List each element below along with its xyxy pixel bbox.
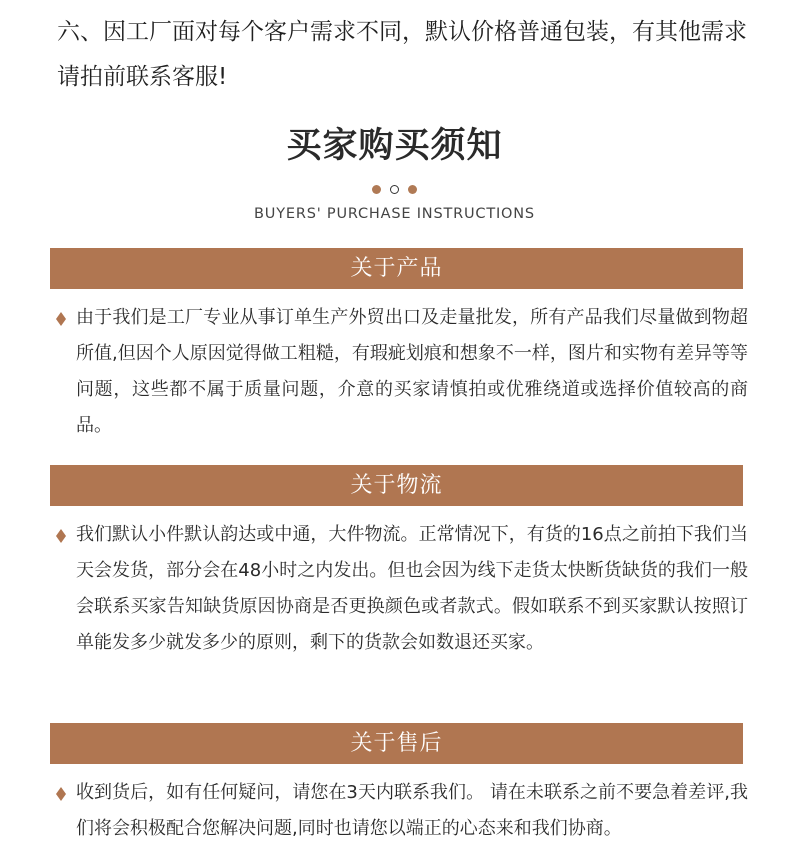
section-heading-product: 关于产品	[50, 248, 743, 289]
divider-dot-hollow	[390, 185, 399, 194]
divider-dot	[372, 185, 381, 194]
intro-note: 六、因工厂面对每个客户需求不同，默认价格普通包装，有其他需求请拍前联系客服!	[57, 19, 747, 90]
divider-dot	[408, 185, 417, 194]
diamond-bullet-icon	[52, 785, 70, 803]
section-text-logistics: 我们默认小件默认韵达或中通，大件物流。正常情况下，有货的16点之前拍下我们当天会发货，部分会在48小时之内发出。但也会因为线下走货太快断货缺货的我们一般会联系买家告知缺货原因协商是否更换颜色或者款式。假如联系不到买家默认按照订单能发多少就发多少的原则，剩下的货款会如数退还买家。	[76, 524, 748, 653]
section-text-after-sales: 收到货后，如有任何疑问，请您在3天内联系我们。 请在未联系之前不要急着差评,我们将会积极配合您解决问题,同时也请您以端正的心态来和我们协商。	[76, 782, 748, 839]
page-subtitle: BUYERS' PURCHASE INSTRUCTIONS	[254, 206, 535, 222]
section-text-product: 由于我们是工厂专业从事订单生产外贸出口及走量批发，所有产品我们尽量做到物超所值,但因个人原因觉得做工粗糙，有瑕疵划痕和想象不一样，图片和实物有差异等等问题，这些都不属于质量问题，介意的买家请慎拍或优雅绕道或选择价值较高的商品。	[76, 307, 748, 436]
page-title: 买家购买须知	[286, 126, 503, 166]
section-heading-after-sales: 关于售后	[50, 723, 743, 764]
diamond-bullet-icon	[52, 310, 70, 328]
title-divider-dots	[0, 185, 789, 194]
diamond-bullet-icon	[52, 527, 70, 545]
section-heading-logistics: 关于物流	[50, 465, 743, 506]
